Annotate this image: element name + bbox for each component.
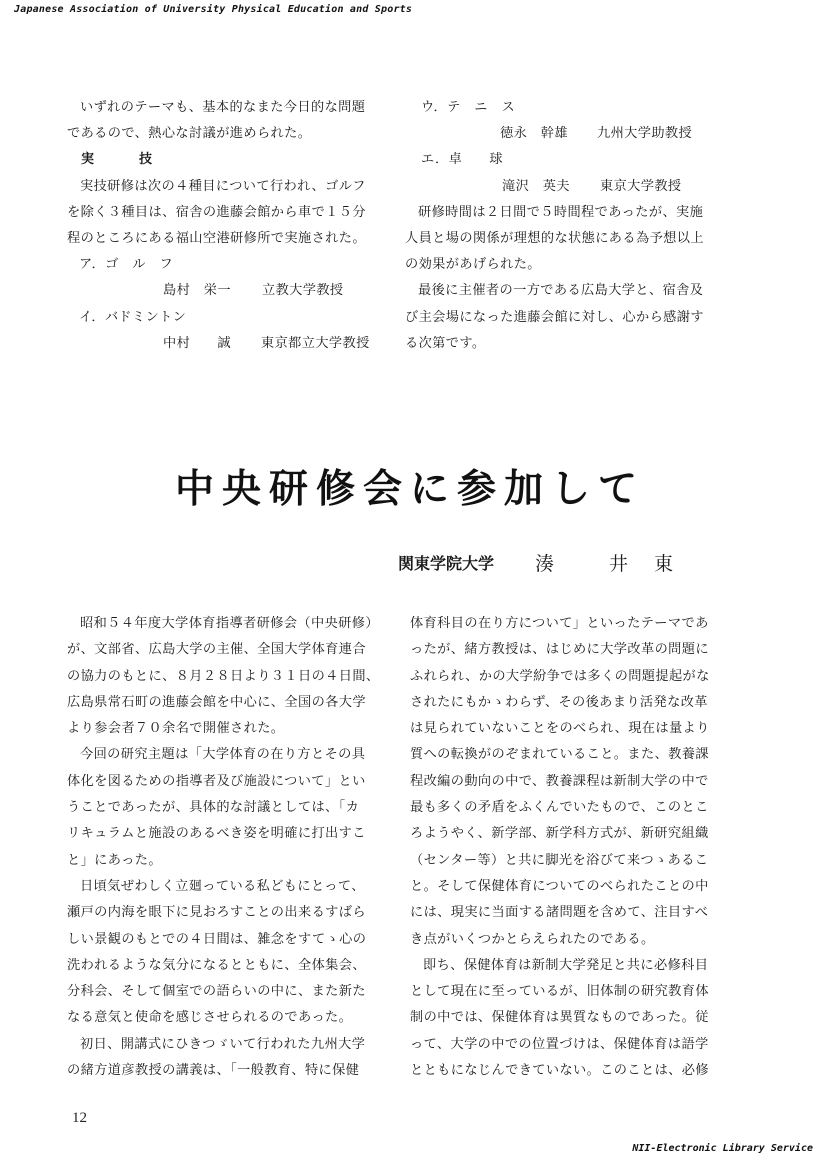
instructor-row — [405, 174, 704, 200]
author-name-part: 湊 — [535, 553, 555, 575]
sport-item: エ．卓 球 — [421, 152, 503, 168]
text-line: を除く３種目は、宿舎の進藤会館から車で１５分 — [67, 204, 366, 220]
text-line: より参会者７０余名で開催された。 — [67, 721, 285, 737]
top-left-column — [67, 95, 370, 357]
text-line: き点がいくつかとらえられたのである。 — [410, 931, 655, 947]
text-line: の効果があげられた。 — [405, 257, 541, 273]
text-line: 昭和５４年度大学体育指導者研修会（中央研修） — [80, 616, 379, 631]
text-line: 人員と場の関係が理想的な状態にある為予想以上 — [405, 230, 704, 246]
instructor-name: 滝沢 英夫 — [502, 178, 570, 194]
text-line: なる意気と使命を感じさせられるのであった。 — [67, 1010, 353, 1026]
text-line: であるので、熱心な討議が進められた。 — [67, 126, 312, 142]
author-affiliation: 関東学院大学 — [398, 554, 495, 573]
text-line: とともになじんできていない。このことは、必修 — [410, 1063, 709, 1079]
text-line: 実技研修は次の４種目について行われ、ゴルフ — [80, 178, 366, 194]
text-line: には、現実に当面する諸問題を含めて、注目すべ — [410, 905, 709, 921]
sport-item: ウ．テ ニ ス — [421, 100, 516, 115]
text-line: （センター等）と共に脚光を浴びて来つゝあるこ — [410, 852, 709, 868]
article-left-column — [67, 611, 380, 1084]
sport-item: ア．ゴ ル フ — [79, 257, 174, 273]
sport-item: イ．バドミントン — [79, 309, 187, 325]
text-line: ったが、緒方教授は、はじめに大学改革の問題に — [410, 642, 709, 658]
text-line: 程改編の動向の中で、教養課程は新制大学の中で — [410, 773, 709, 789]
page-number: 12 — [72, 1110, 87, 1126]
text-line: び主会場になった進藤会館に対し、心から感謝す — [405, 309, 704, 325]
instructor-row — [67, 331, 370, 357]
instructor-title: 東京大学教授 — [600, 178, 682, 194]
text-line: が、文部省、広島大学の主催、全国大学体育連合 — [67, 642, 366, 658]
text-line: って、大学の中での位置づけは、保健体育は語学 — [410, 1036, 709, 1052]
text-line: の緒方道彦教授の講義は、「一般教育、特に保健 — [67, 1063, 360, 1079]
text-line: 洗われるような気分になるとともに、全体集会、 — [67, 957, 366, 973]
text-line: 瀬戸の内海を眼下に見おろすことの出来るすばら — [67, 905, 366, 921]
instructor-row — [67, 278, 366, 304]
text-line: 分科会、そして個室での語らいの中に、また新た — [67, 984, 366, 1000]
article-title: 中央研修会に参加して — [175, 467, 646, 512]
text-line: として現在に至っているが、旧体制の研究教育体 — [410, 984, 709, 1000]
text-line: ろようやく、新学部、新学科方式が、新研究組織 — [410, 826, 709, 842]
text-line: の協力のもとに、８月２８日より３１日の４日間、 — [67, 668, 380, 684]
text-line: されたにもかゝわらず、その後あまり活発な改革 — [410, 694, 708, 710]
text-line: 日頃気ぜわしく立廻っている私どもにとって、 — [80, 878, 365, 894]
text-line: しい景観のもとでの４日間は、雑念をすてゝ心の — [67, 931, 367, 947]
text-line: リキュラムと施設のあるべき姿を明確に打出すこ — [67, 826, 366, 842]
text-line: る次第です。 — [405, 335, 486, 351]
instructor-name: 島村 栄一 — [163, 283, 231, 299]
running-footer: NII-Electronic Library Service — [632, 1143, 813, 1154]
text-line: いずれのテーマも、基本的なまた今日的な問題 — [80, 100, 366, 115]
text-line: 最も多くの矛盾をふくんでいたもので、このとこ — [410, 800, 709, 816]
text-line: 体化を図るための指導者及び施設について」とい — [67, 773, 366, 789]
article-right-column — [410, 611, 710, 1084]
byline — [398, 551, 698, 577]
author-name-part: 東 — [654, 553, 674, 575]
running-header: Japanese Association of University Physical Education and Sports — [14, 4, 413, 15]
top-right-column — [405, 95, 704, 357]
section-heading: 実 技 — [81, 152, 169, 168]
instructor-title: 九州大学助教授 — [597, 126, 693, 142]
text-line: 制の中では、保健体育は異質なものであった。従 — [410, 1010, 709, 1026]
text-line: は見られていないことをのべられ、現在は量より — [410, 721, 710, 737]
text-line: 広島県常石町の進藤会館を中心に、全国の各大学 — [67, 694, 366, 710]
text-line: 即ち、保健体育は新制大学発足と共に必修科目 — [423, 957, 709, 973]
text-line: 今回の研究主題は「大学体育の在り方とその具 — [80, 747, 366, 763]
instructor-name: 徳永 幹雄 — [500, 126, 568, 142]
text-line: 質への転換がのぞまれていること。また、教養課 — [410, 747, 709, 763]
text-line: 程のところにある福山空港研修所で実施された。 — [67, 230, 366, 246]
text-line: 最後に主催者の一方である広島大学と、宿舎及 — [418, 283, 704, 299]
text-line: ふれられ、かの大学紛争では多くの問題提起がな — [410, 668, 710, 684]
text-line: と」にあった。 — [67, 852, 162, 868]
instructor-row — [405, 121, 704, 147]
text-line: 体育科目の在り方について」といったテーマであ — [410, 616, 709, 631]
author-name-part: 井 — [609, 553, 629, 575]
text-line: 研修時間は２日間で５時間程であったが、実施 — [418, 204, 704, 220]
instructor-title: 立教大学教授 — [262, 283, 344, 299]
text-line: 初日、開講式にひきつゞいて行われた九州大学 — [80, 1036, 366, 1052]
text-line: と。そして保健体育についてのべられたことの中 — [410, 878, 709, 894]
text-line: うことであったが、具体的な討議としては、「カ — [67, 800, 360, 816]
instructor-name: 中村 誠 — [163, 335, 231, 351]
instructor-title: 東京都立大学教授 — [261, 335, 370, 351]
